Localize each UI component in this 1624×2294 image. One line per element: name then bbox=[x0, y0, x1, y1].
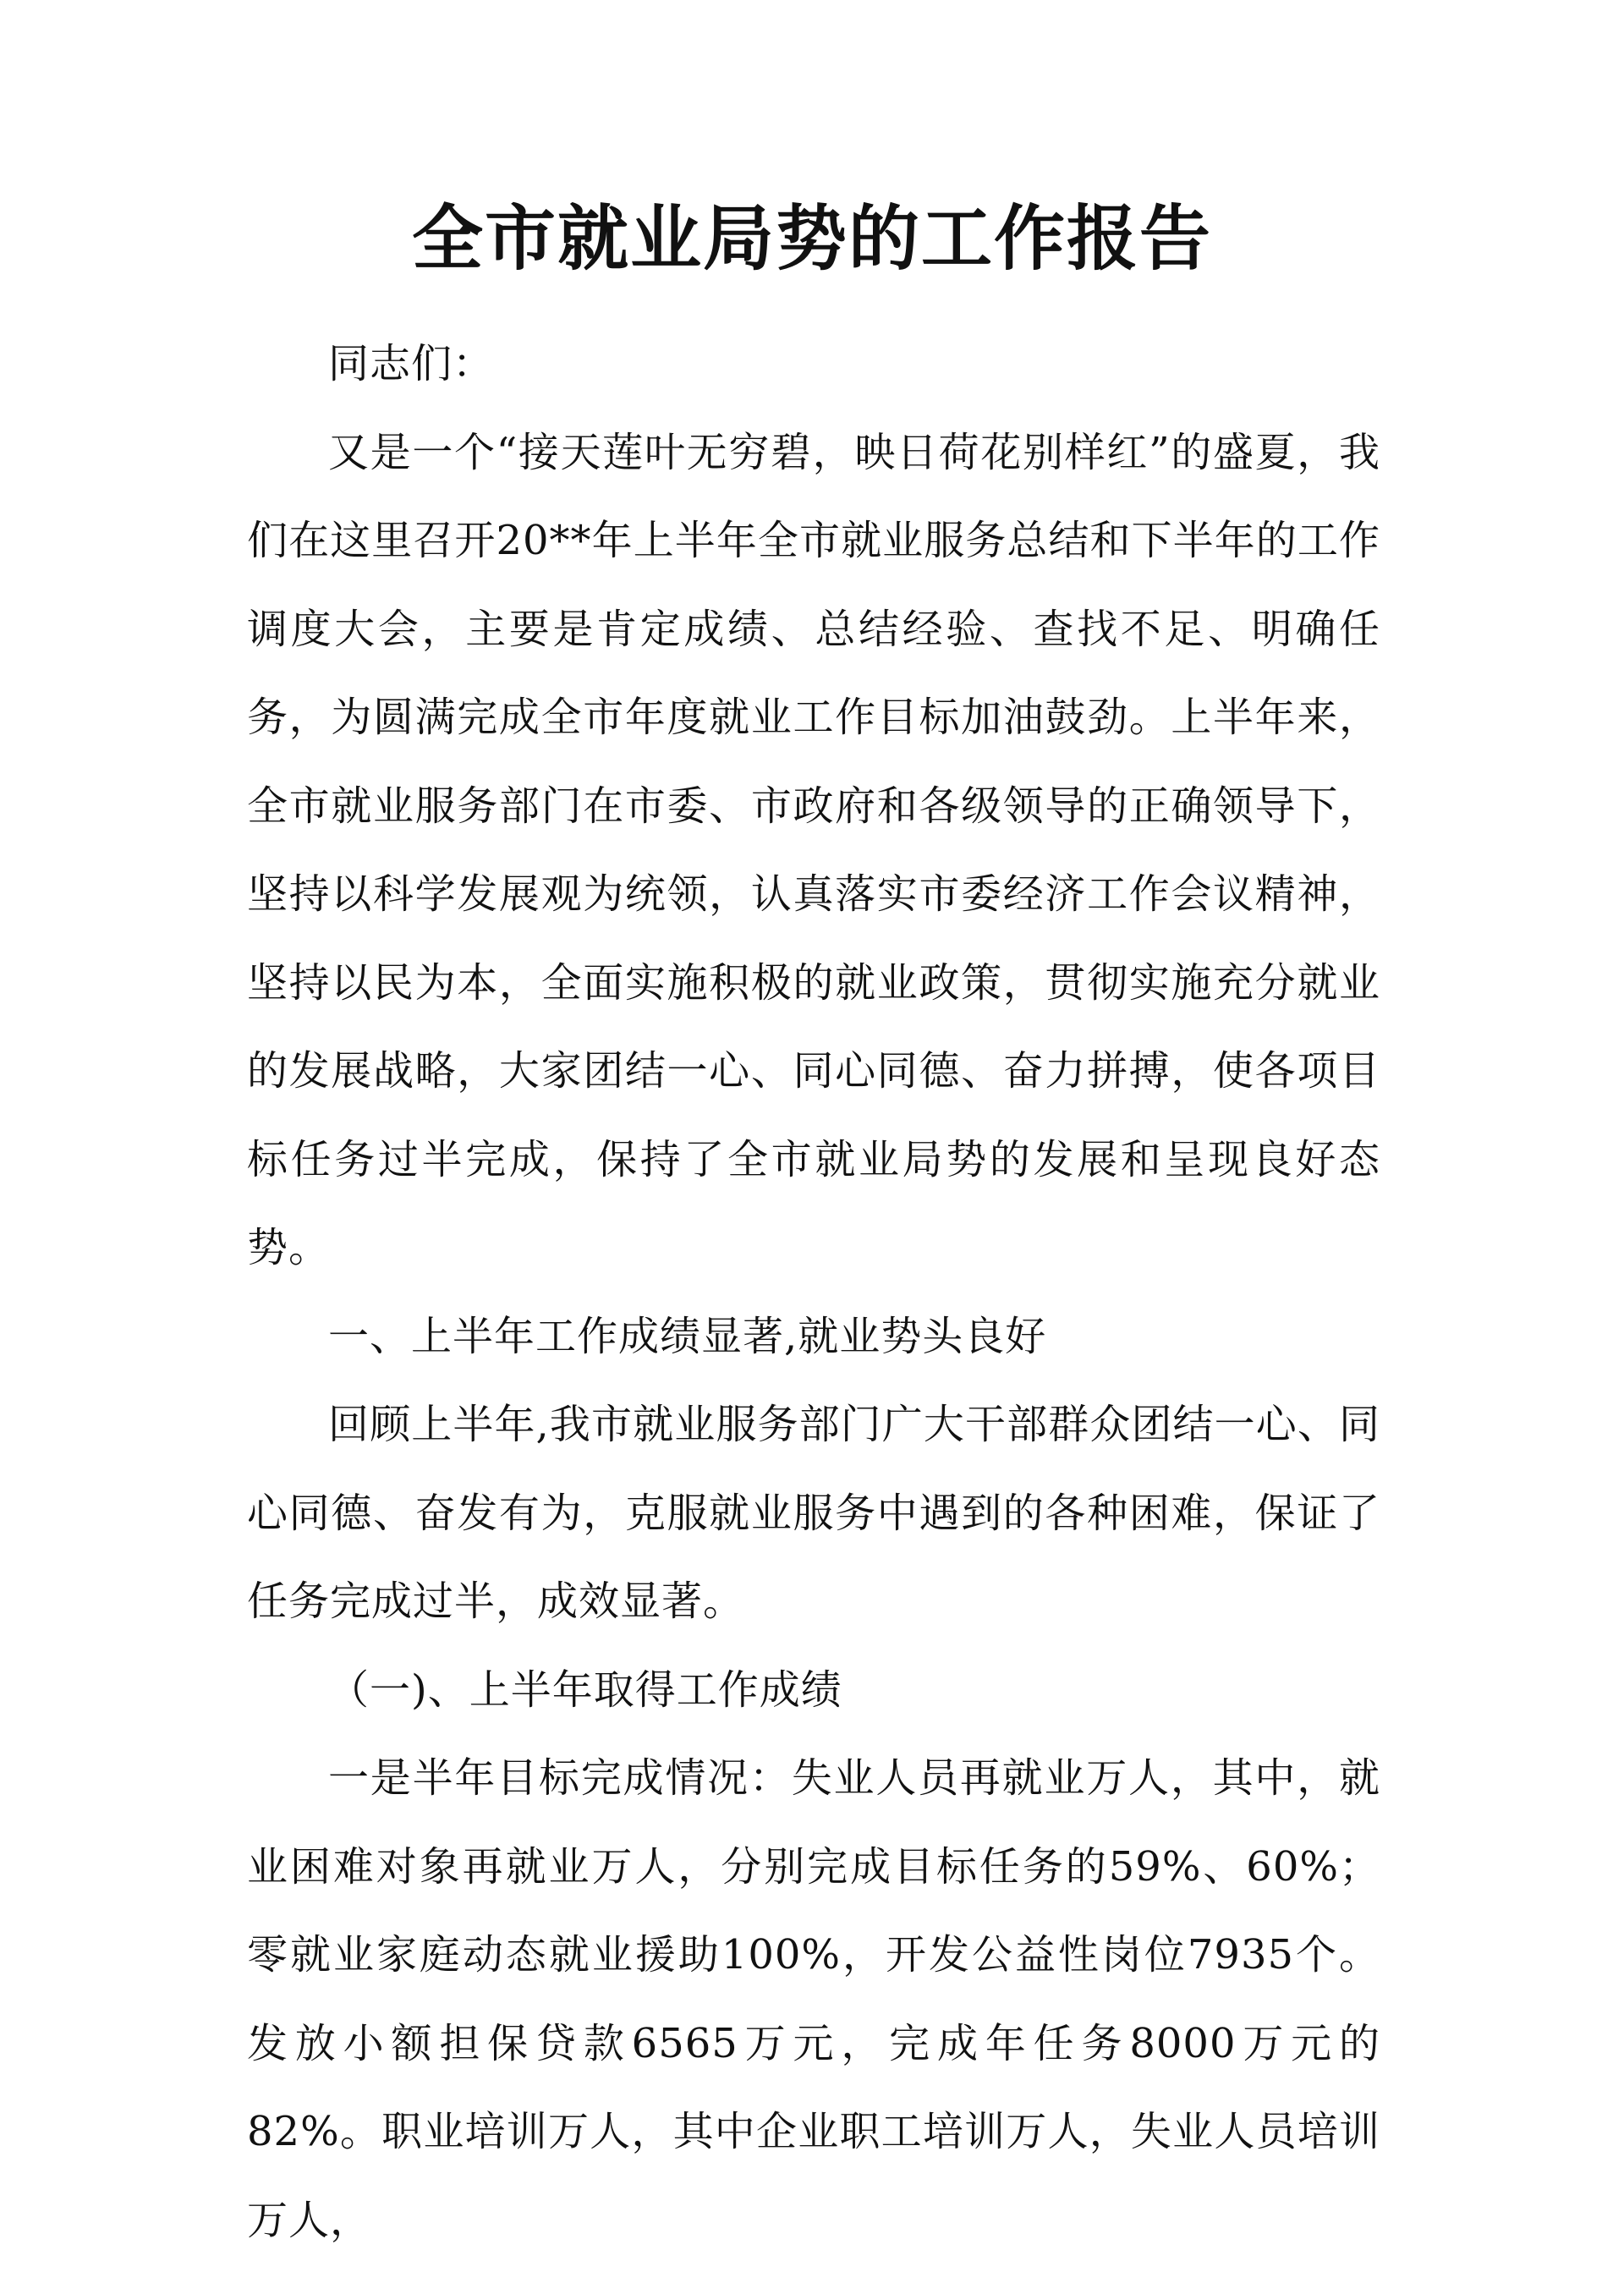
review-paragraph: 回顾上半年,我市就业服务部门广大干部群众团结一心、同心同德、奋发有为，克服就业服务中遇到的各种困难，保证了任务完成过半，成效显著。 bbox=[247, 1401, 1380, 1625]
document-title: 全市就业局势的工作报告 bbox=[411, 196, 1212, 280]
salutation-paragraph: 同志们： bbox=[328, 340, 495, 387]
intro-paragraph: 又是一个“接天莲叶无穷碧，映日荷花别样红”的盛夏，我们在这里召开20**年上半年全市就业服务总结和下半年的工作调度大会，主要是肯定成绩、总结经验、查找不足、明确任务，为圆满完成全市年度就业工作目标加油鼓劲。上半年来，全市就业服务部门在市委、市政府和各级领导的正确领导下，坚持以科学发展观为统领，认真落实市委经济工作会议精神，坚持以民为本，全面实施积极的就业政策，贯彻实施充分就业的发展战略，大家团结一心、同心同德、奋力拼搏，使各项目标任务过半完成，保持了全市就业局势的发展和呈现良好态势。 bbox=[247, 428, 1380, 1271]
subsection-heading-1: （一)、上半年取得工作成绩 bbox=[328, 1666, 842, 1714]
section-heading-1: 一、上半年工作成绩显著,就业势头良好 bbox=[328, 1312, 1047, 1360]
targets-paragraph: 一是半年目标完成情况：失业人员再就业万人，其中，就业困难对象再就业万人，分别完成目标任务的59%、60%；零就业家庭动态就业援助100%，开发公益性岗位7935个。发放小额担保贷款6565万元，完成年任务8000万元的82%。职业培训万人，其中企业职工培训万人，失业人员培训万人， bbox=[247, 1754, 1380, 2244]
document-body bbox=[247, 320, 1380, 2264]
